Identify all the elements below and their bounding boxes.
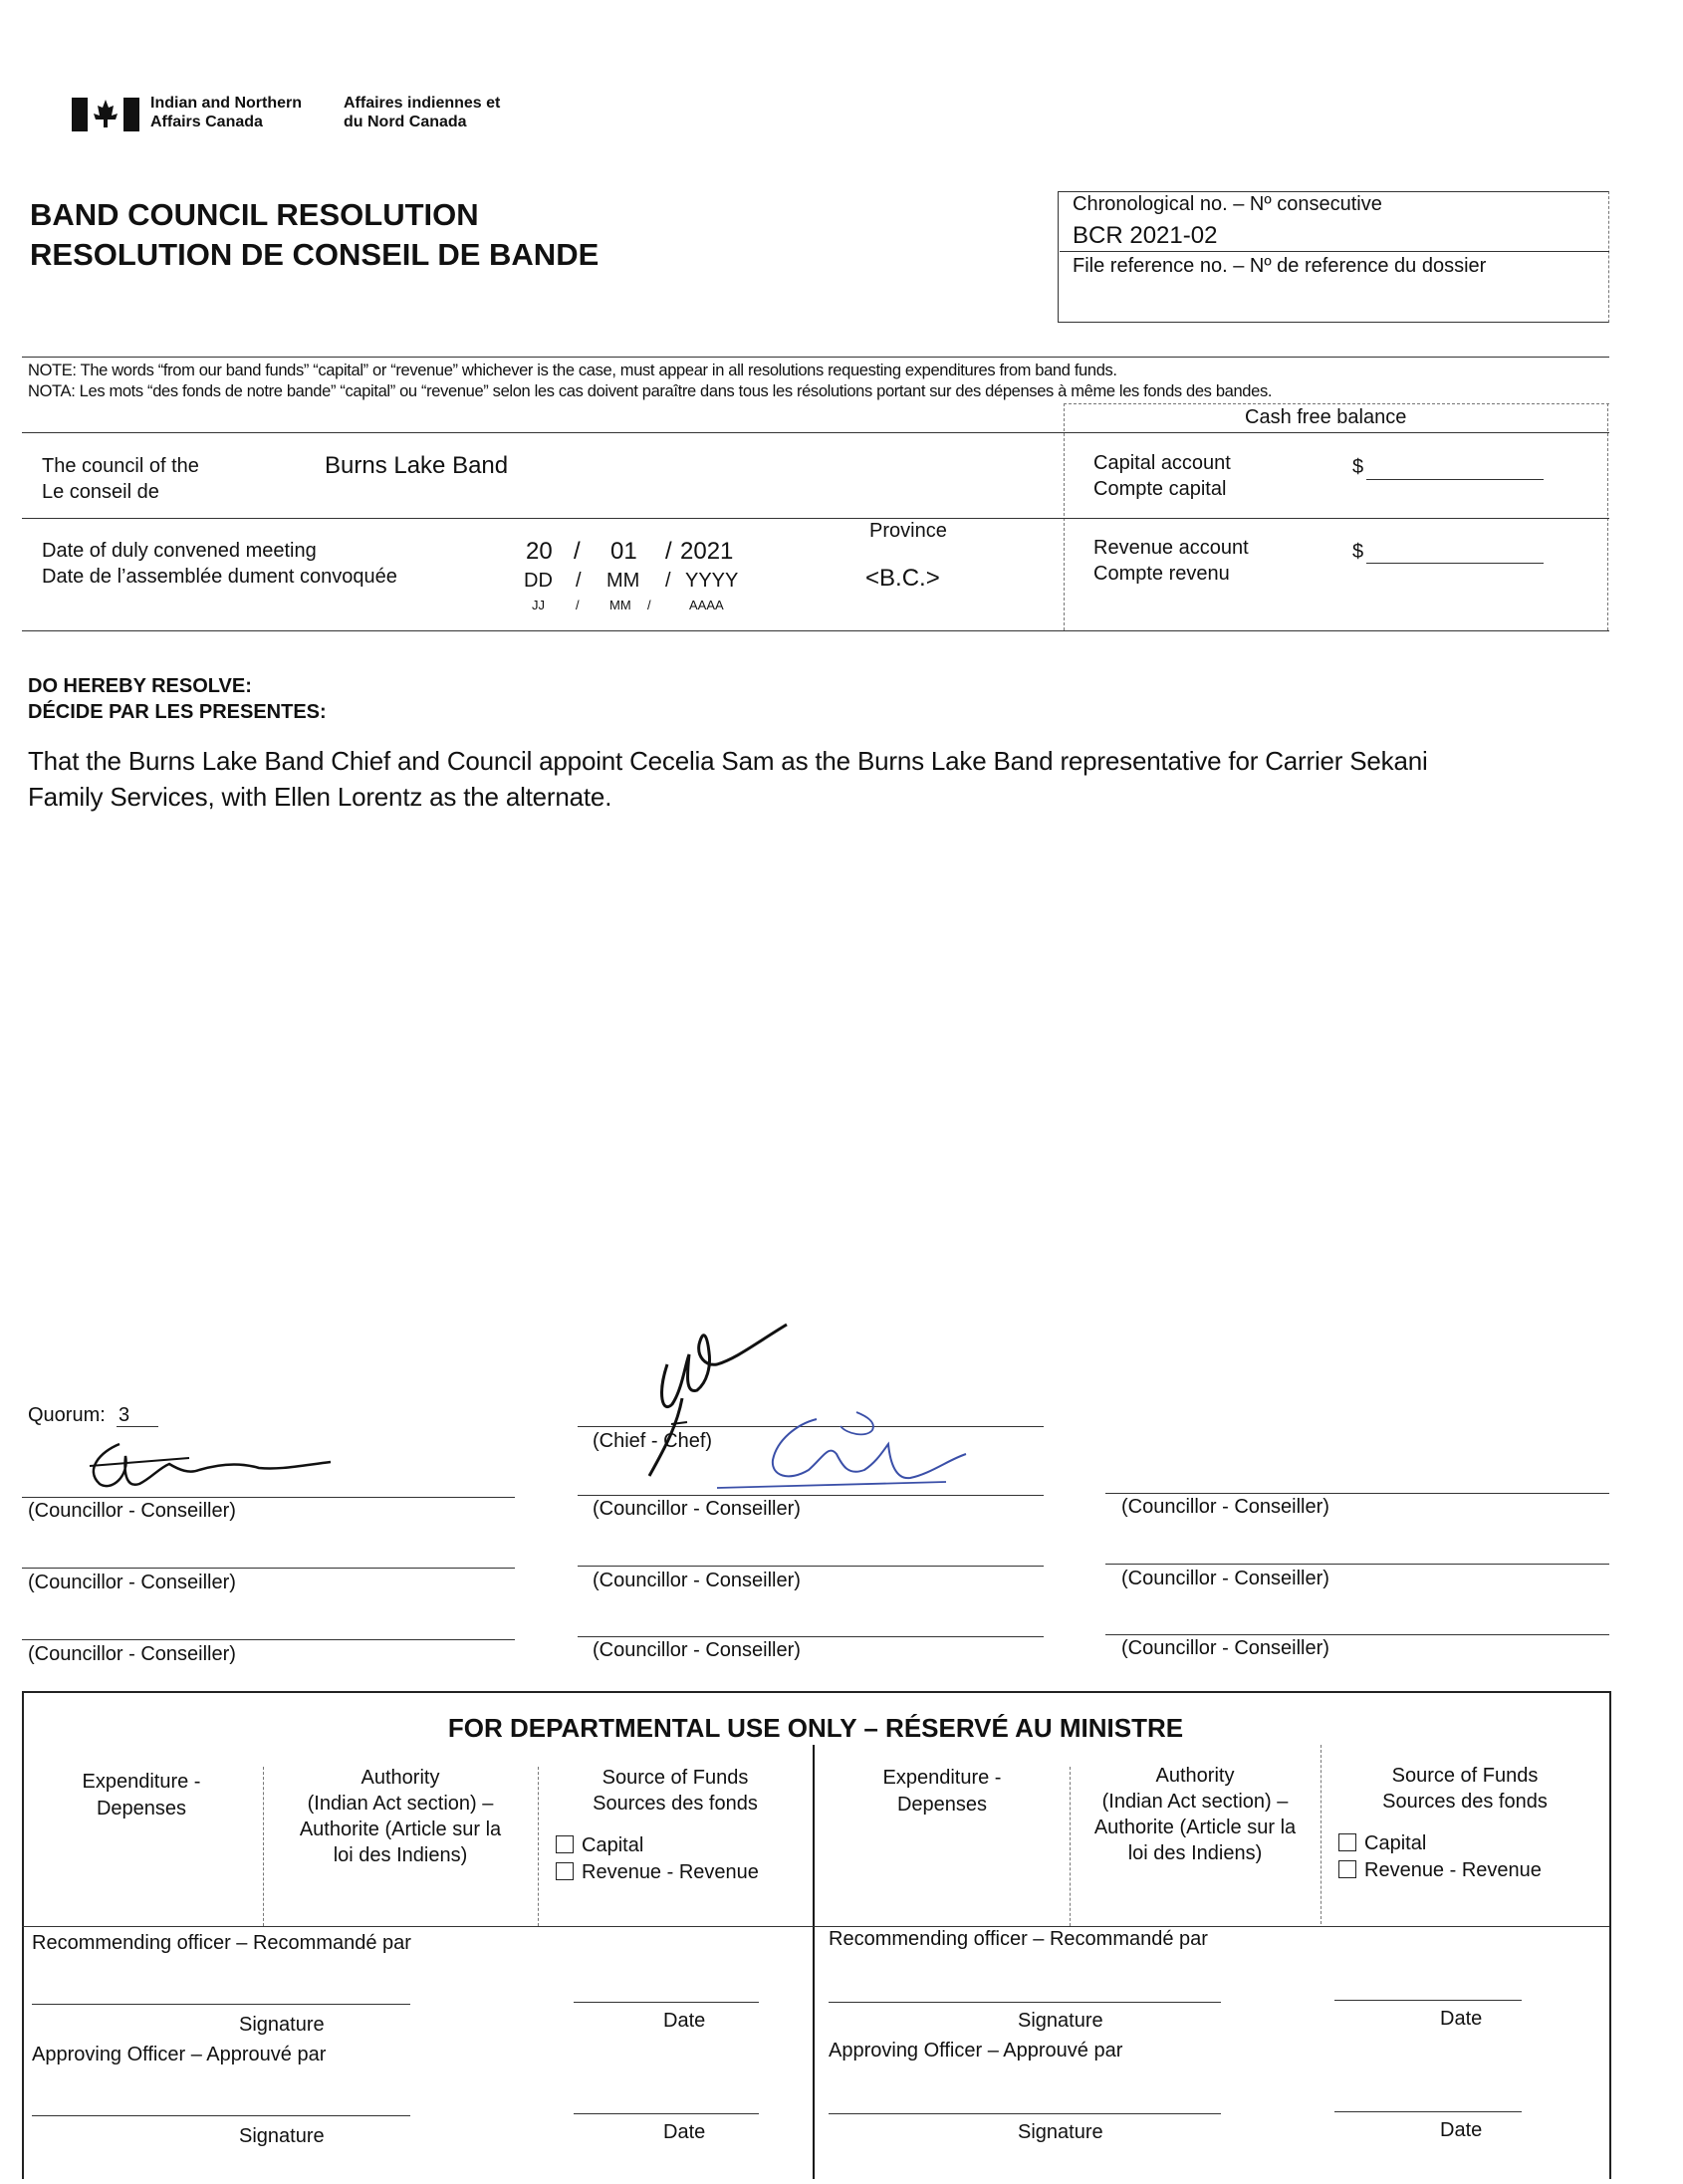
- capital-fr: Compte capital: [1093, 478, 1227, 500]
- date-separator-2: /: [665, 538, 672, 565]
- dept-fr-line2: du Nord Canada: [344, 114, 467, 130]
- resolve-en: DO HEREBY RESOLVE:: [28, 675, 252, 697]
- capital-dollar-sign: $: [1352, 456, 1364, 478]
- councillor-label-9: (Councillor - Conseiller): [1121, 1637, 1329, 1659]
- authority-line3-left: Authorite (Article sur la: [299, 1819, 502, 1840]
- province-label: Province: [869, 520, 947, 542]
- date-label-4: Date: [1440, 2119, 1483, 2141]
- note-fr: NOTA: Les mots “des fonds de notre bande” “capital” ou “revenue” selon les cas doivent paraître dans tous les résolutions portant sur des dépenses à même les fonds des bandes.: [28, 382, 1273, 400]
- dept-fr-line1: Affaires indiennes et: [344, 95, 501, 112]
- capital-checkbox-left[interactable]: [556, 1832, 759, 1859]
- approving-signature-line-right[interactable]: [829, 2113, 1221, 2114]
- resolution-line-2: Family Services, with Ellen Lorentz as the alternate.: [28, 782, 612, 812]
- format-slash-2: /: [665, 570, 671, 592]
- chief-label: (Chief - Chef): [593, 1430, 713, 1452]
- council-name: Burns Lake Band: [325, 452, 509, 479]
- title-fr: RESOLUTION DE CONSEIL DE BANDE: [30, 237, 600, 272]
- councillor-label-2: (Councillor - Conseiller): [593, 1498, 801, 1520]
- councillor-label-8: (Councillor - Conseiller): [593, 1639, 801, 1661]
- authority-line1-left: Authority: [361, 1767, 440, 1789]
- expenditure-en-right: Expenditure -: [882, 1767, 1002, 1789]
- source-options-right: [1338, 1830, 1542, 1884]
- file-reference-label: File reference no. – Nº de reference du dossier: [1073, 255, 1487, 277]
- councillor-line-7[interactable]: [22, 1639, 515, 1640]
- revenue-checkbox-left[interactable]: [556, 1859, 759, 1886]
- council-label-fr: Le conseil de: [42, 481, 159, 503]
- meeting-month: 01: [610, 538, 637, 565]
- approving-officer-label-left: Approving Officer – Approuvé par: [32, 2044, 327, 2065]
- councillor-label-4: (Councillor - Conseiller): [28, 1572, 236, 1593]
- revenue-option-label-left: Revenue - Revenue: [582, 1861, 759, 1883]
- authority-line2-right: (Indian Act section) –: [1101, 1791, 1289, 1813]
- date-label-2: Date: [663, 2121, 706, 2143]
- resolve-fr: DÉCIDE PAR LES PRESENTES:: [28, 701, 327, 723]
- revenue-fr: Compte revenu: [1093, 563, 1230, 585]
- resolution-line-1: That the Burns Lake Band Chief and Council appoint Cecelia Sam as the Burns Lake Band representative for Carrier Sekani: [28, 746, 1428, 776]
- expenditure-en-left: Expenditure -: [82, 1771, 201, 1793]
- source-header-right: [1322, 1763, 1607, 1815]
- council-label: [42, 453, 199, 505]
- councillor-label-6: (Councillor - Conseiller): [1121, 1568, 1329, 1589]
- source-line2-right: Sources des fonds: [1382, 1791, 1548, 1813]
- date-label-3: Date: [1440, 2008, 1483, 2030]
- recommending-officer-label-right: Recommending officer – Recommandé par: [829, 1928, 1208, 1950]
- format-fr-slash-2: /: [647, 598, 651, 612]
- revenue-option-label-right: Revenue - Revenue: [1364, 1859, 1542, 1881]
- source-line1-left: Source of Funds: [601, 1767, 749, 1789]
- revenue-account-label: [1093, 535, 1249, 587]
- councillor-label-3: (Councillor - Conseiller): [1121, 1496, 1329, 1518]
- capital-option-label-right: Capital: [1364, 1832, 1427, 1854]
- format-fr-mm: MM: [609, 598, 631, 612]
- capital-option-label-left: Capital: [582, 1834, 644, 1856]
- councillor-line-9[interactable]: [1105, 1634, 1609, 1635]
- checkbox-icon[interactable]: [1338, 1833, 1356, 1851]
- quorum-value: 3: [119, 1404, 130, 1426]
- resolution-text: [28, 743, 1428, 815]
- format-slash-1: /: [576, 570, 582, 592]
- chrono-label: Chronological no. – Nº consecutive: [1073, 193, 1382, 215]
- authority-header-left: [265, 1765, 536, 1868]
- source-line1-right: Source of Funds: [1391, 1765, 1539, 1787]
- expenditure-fr-right: Depenses: [896, 1794, 988, 1816]
- council-label-en: The council of the: [42, 455, 199, 477]
- expenditure-header-right: [817, 1765, 1068, 1819]
- capital-en: Capital account: [1093, 452, 1231, 474]
- meeting-label-en: Date of duly convened meeting: [42, 540, 317, 562]
- recommending-signature-line-left[interactable]: [32, 2004, 410, 2005]
- checkbox-icon[interactable]: [1338, 1860, 1356, 1878]
- signature-label-4: Signature: [1018, 2121, 1103, 2143]
- approving-date-line-right[interactable]: [1334, 2111, 1522, 2112]
- document-title: [30, 195, 599, 275]
- meeting-day: 20: [526, 538, 553, 565]
- approving-officer-label-right: Approving Officer – Approuvé par: [829, 2040, 1123, 2062]
- councillor-signature-mark-2: [697, 1404, 976, 1504]
- councillor-label-7: (Councillor - Conseiller): [28, 1643, 236, 1665]
- capital-checkbox-right[interactable]: [1338, 1830, 1542, 1857]
- source-header-left: [540, 1765, 811, 1817]
- format-jj: JJ: [532, 598, 545, 612]
- revenue-en: Revenue account: [1093, 537, 1249, 559]
- revenue-dollar-sign: $: [1352, 541, 1364, 563]
- department-name-fr: [344, 94, 500, 131]
- authority-line2-left: (Indian Act section) –: [307, 1793, 494, 1815]
- format-mm: MM: [606, 570, 640, 592]
- province-value: <B.C.>: [865, 565, 940, 592]
- approving-date-line-left[interactable]: [574, 2113, 759, 2114]
- chrono-value: BCR 2021-02: [1073, 222, 1218, 249]
- capital-account-label: [1093, 450, 1231, 502]
- expenditure-header-left: [22, 1769, 261, 1822]
- format-fr-slash-1: /: [576, 598, 580, 612]
- councillor-line-6[interactable]: [1105, 1564, 1609, 1565]
- canada-flag-logo: [72, 96, 139, 133]
- councillor-label-5: (Councillor - Conseiller): [593, 1570, 801, 1591]
- dept-en-line2: Affairs Canada: [150, 114, 263, 130]
- meeting-label-fr: Date de l’assemblée dument convoquée: [42, 566, 397, 588]
- source-line2-left: Sources des fonds: [593, 1793, 758, 1815]
- councillor-line-8[interactable]: [578, 1636, 1044, 1637]
- departmental-use-title: FOR DEPARTMENTAL USE ONLY – RÉSERVÉ AU MINISTRE: [447, 1713, 1184, 1743]
- format-aaaa: AAAA: [689, 598, 724, 612]
- resolve-heading: [28, 673, 327, 725]
- revenue-checkbox-right[interactable]: [1338, 1857, 1542, 1884]
- authority-line4-right: loi des Indiens): [1127, 1842, 1263, 1864]
- date-label-1: Date: [663, 2010, 706, 2032]
- recommending-officer-label-left: Recommending officer – Recommandé par: [32, 1932, 411, 1954]
- capital-amount-field[interactable]: [1366, 479, 1544, 480]
- dept-en-line1: Indian and Northern: [150, 95, 302, 112]
- date-separator-1: /: [574, 538, 581, 565]
- format-yyyy: YYYY: [685, 570, 739, 592]
- recommending-date-line-left[interactable]: [574, 2002, 759, 2003]
- checkbox-icon[interactable]: [556, 1835, 574, 1853]
- expenditure-fr-left: Depenses: [96, 1798, 187, 1820]
- meeting-date-label: [42, 538, 397, 590]
- councillor-label-1: (Councillor - Conseiller): [28, 1500, 236, 1522]
- recommending-signature-line-right[interactable]: [829, 2002, 1221, 2003]
- checkbox-icon[interactable]: [556, 1862, 574, 1880]
- councillor-line-3[interactable]: [1105, 1493, 1609, 1494]
- authority-line4-left: loi des Indiens): [333, 1844, 468, 1866]
- note-en: NOTE: The words “from our band funds” “capital” or “revenue” whichever is the case, must appear in all resolutions requesting expenditures from band funds.: [28, 362, 1117, 379]
- department-name-en: [150, 94, 302, 131]
- approving-signature-line-left[interactable]: [32, 2115, 410, 2116]
- councillor-signature-mark-1: [80, 1434, 339, 1504]
- recommending-date-line-right[interactable]: [1334, 2000, 1522, 2001]
- format-dd: DD: [524, 570, 553, 592]
- authority-header-right: [1072, 1763, 1319, 1866]
- signature-label-1: Signature: [239, 2014, 325, 2036]
- authority-line3-right: Authorite (Article sur la: [1093, 1817, 1297, 1838]
- title-en: BAND COUNCIL RESOLUTION: [30, 197, 479, 232]
- authority-line1-right: Authority: [1155, 1765, 1235, 1787]
- note-block: [28, 361, 1272, 402]
- source-options-left: [556, 1832, 759, 1886]
- councillor-line-4[interactable]: [22, 1568, 515, 1569]
- signature-label-2: Signature: [239, 2125, 325, 2147]
- quorum-label: Quorum:: [28, 1404, 106, 1426]
- revenue-amount-field[interactable]: [1366, 563, 1544, 564]
- councillor-line-5[interactable]: [578, 1566, 1044, 1567]
- meeting-year: 2021: [680, 538, 734, 565]
- cash-free-balance-header: Cash free balance: [1245, 406, 1407, 428]
- signature-label-3: Signature: [1018, 2010, 1103, 2032]
